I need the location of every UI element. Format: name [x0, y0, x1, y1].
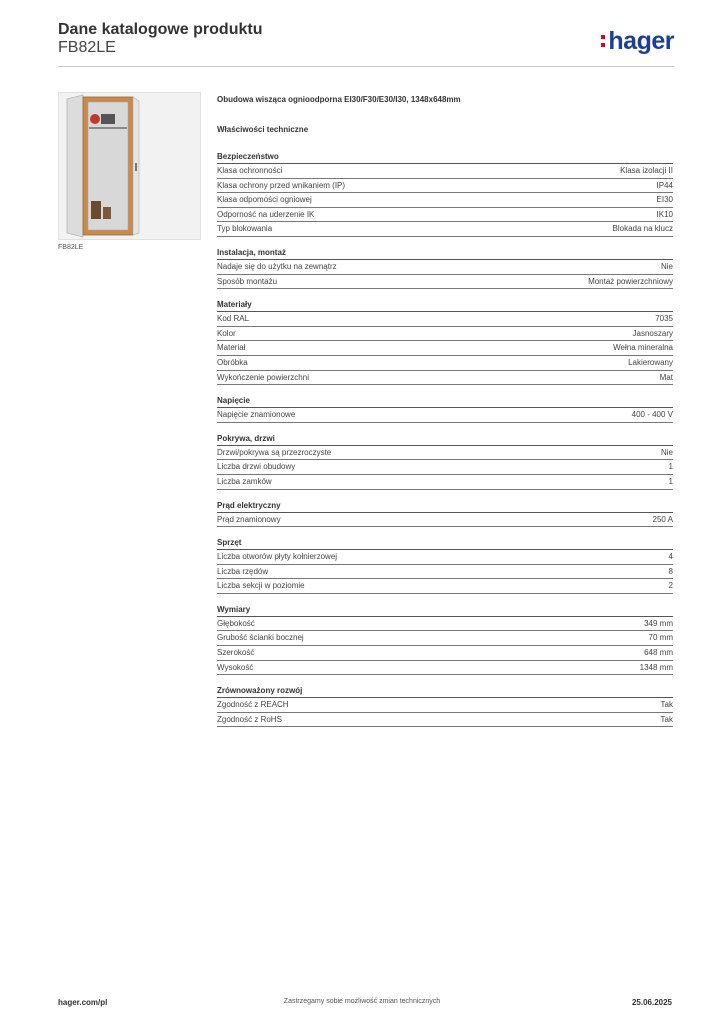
spec-value: 2: [668, 581, 673, 591]
spec-row: [217, 475, 673, 490]
spec-label: Obróbka: [217, 357, 248, 367]
spec-section: [217, 394, 673, 423]
spec-value: Nie: [660, 261, 673, 271]
spec-label: Liczba rzędów: [217, 566, 269, 576]
spec-value: Montaż powierzchniowy: [588, 276, 673, 286]
logo-text: hager: [608, 27, 674, 55]
spec-label: Liczba otworów płyty kołnierzowej: [217, 552, 338, 562]
section-title: Materiały: [217, 298, 673, 312]
spec-label: Kolor: [217, 328, 236, 338]
spec-value: Lakierowany: [628, 357, 673, 367]
spec-label: Sposób montażu: [217, 276, 278, 286]
spec-row: [217, 513, 673, 528]
spec-label: Napięcie znamionowe: [217, 410, 296, 420]
spec-label: Głębokość: [217, 618, 255, 628]
spec-row: [217, 327, 673, 342]
spec-value: 349 mm: [644, 618, 673, 628]
spec-label: Wysokość: [217, 662, 254, 672]
spec-label: Prąd znamionowy: [217, 514, 281, 524]
spec-value: Jasnoszary: [632, 328, 673, 338]
spec-label: Drzwi/pokrywa są przezroczyste: [217, 447, 332, 457]
spec-row: [217, 550, 673, 565]
spec-value: Tak: [660, 700, 673, 710]
spec-value: Blokada na klucz: [612, 224, 673, 234]
section-title: Prąd elektryczny: [217, 499, 673, 513]
section-title: Sprzęt: [217, 536, 673, 550]
product-title: Obudowa wisząca ognioodporna EI30/F30/E30/I30, 1348x648mm: [217, 95, 461, 104]
section-title: Bezpieczeństwo: [217, 150, 673, 164]
spec-row: [217, 631, 673, 646]
spec-value: 400 - 400 V: [631, 410, 673, 420]
spec-value: 70 mm: [648, 633, 673, 643]
spec-row: [217, 713, 673, 728]
spec-value: 1: [668, 462, 673, 472]
tech-heading: Właściwości techniczne: [217, 125, 309, 134]
spec-row: [217, 408, 673, 423]
enclosure-illustration: [59, 93, 200, 239]
spec-row: [217, 193, 673, 208]
section-title: Zrównoważony rozwój: [217, 684, 673, 698]
section-title: Wymiary: [217, 603, 673, 617]
spec-value: 1348 mm: [639, 662, 673, 672]
spec-label: Zgodność z REACH: [217, 700, 289, 710]
spec-section: [217, 536, 673, 594]
spec-section: [217, 298, 673, 385]
spec-value: 648 mm: [644, 648, 673, 658]
spec-label: Nadaje się do użytku na zewnątrz: [217, 261, 337, 271]
spec-row: [217, 371, 673, 386]
spec-value: EI30: [656, 195, 673, 205]
spec-section: [217, 150, 673, 237]
spec-label: Klasa ochrony przed wnikaniem (IP): [217, 180, 346, 190]
spec-value: 4: [668, 552, 673, 562]
spec-row: [217, 356, 673, 371]
spec-row: [217, 617, 673, 632]
spec-value: Wełna mineralna: [613, 343, 673, 353]
spec-section: [217, 432, 673, 490]
spec-section: [217, 684, 673, 727]
spec-label: Liczba drzwi obudowy: [217, 462, 296, 472]
spec-row: [217, 446, 673, 461]
spec-label: Odporność na uderzenie IK: [217, 209, 315, 219]
spec-value: Tak: [660, 714, 673, 724]
spec-section: [217, 246, 673, 289]
spec-row: [217, 312, 673, 327]
spec-section: [217, 603, 673, 675]
footer-website: hager.com/pl: [58, 998, 108, 1007]
footer-date: 25.06.2025: [631, 998, 672, 1007]
footer-disclaimer: Zastrzegamy sobie możliwość zmian technicznych: [283, 998, 441, 1005]
spec-label: Grubość ścianki bocznej: [217, 633, 304, 643]
hager-logo: [601, 29, 674, 54]
logo-dots-icon: [601, 35, 606, 51]
spec-row: [217, 260, 673, 275]
spec-row: [217, 565, 673, 580]
spec-value: Klasa izolacji II: [620, 166, 673, 175]
spec-section: [217, 499, 673, 528]
spec-label: Materiał: [217, 343, 246, 353]
spec-label: Klasa odpomości ogniowej: [217, 195, 312, 205]
section-title: Napięcie: [217, 394, 673, 408]
spec-label: Typ blokowania: [217, 224, 273, 234]
spec-label: Zgodność z RoHS: [217, 714, 282, 724]
spec-label: Liczba zamków: [217, 476, 272, 486]
product-image: [58, 92, 201, 240]
page-title: Dane katalogowe produktu: [58, 21, 263, 38]
spec-row: [217, 646, 673, 661]
section-title: Instalacja, montaż: [217, 246, 673, 260]
spec-row: [217, 164, 673, 179]
spec-label: Wykończenie powierzchni: [217, 372, 309, 382]
spec-row: [217, 179, 673, 194]
spec-row: [217, 341, 673, 356]
spec-sections: [217, 150, 673, 727]
spec-value: 1: [668, 476, 673, 486]
spec-row: [217, 208, 673, 223]
spec-label: Klasa ochronności: [217, 166, 283, 175]
section-title: Pokrywa, drzwi: [217, 432, 673, 446]
spec-row: [217, 275, 673, 290]
spec-value: IK10: [656, 209, 673, 219]
spec-row: [217, 579, 673, 594]
spec-row: [217, 661, 673, 676]
spec-label: Kod RAL: [217, 314, 250, 324]
header-divider: [58, 66, 674, 67]
spec-value: 8: [668, 566, 673, 576]
spec-value: 7035: [655, 314, 673, 324]
image-caption: FB82LE: [58, 244, 84, 251]
product-code: FB82LE: [58, 39, 116, 56]
spec-row: [217, 460, 673, 475]
spec-label: Liczba sekcji w poziomie: [217, 581, 305, 591]
spec-row: [217, 222, 673, 237]
spec-value: IP44: [656, 180, 673, 190]
spec-content: [217, 94, 673, 727]
spec-value: Mat: [659, 372, 673, 382]
spec-value: Nie: [660, 447, 673, 457]
spec-row: [217, 698, 673, 713]
spec-label: Szerokość: [217, 648, 255, 658]
spec-value: 250 A: [652, 514, 673, 524]
